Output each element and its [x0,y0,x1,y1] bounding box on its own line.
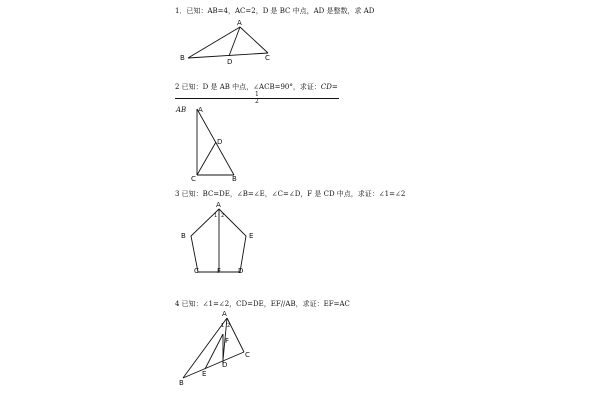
fraction-denominator: 2 [254,98,259,105]
label-f: F [225,337,230,345]
problem-1-text: 1．已知：AB=4，AC=2，D 是 BC 中点，AD 是整数，求 AD [175,7,375,15]
angle-1: 1 [221,323,225,329]
label-a: A [237,19,242,27]
label-b: B [180,54,185,62]
label-b: B [232,175,237,183]
label-c: C [245,351,250,359]
label-c: C [191,175,196,183]
label-b: B [179,379,184,387]
fraction-numerator: 1 [175,92,339,99]
problem-2-ab: AB [176,106,187,114]
label-f: F [217,267,222,275]
angle-2: 2 [221,213,225,219]
segment-ef [205,334,223,369]
problem-4-text: 4 已知：∠1=∠2，CD=DE，EF//AB，求证：EF=AC [175,300,350,308]
label-d: D [238,267,244,275]
label-b: B [181,232,186,240]
problem-2-cd: CD [320,83,332,91]
problem-3-text: 3 已知：BC=DE，∠B=∠E，∠C=∠D，F 是 CD 中点，求证：∠1=∠2 [175,190,406,198]
label-a: A [216,201,221,209]
label-c: C [194,267,199,275]
label-e: E [202,370,207,378]
label-d: D [227,58,233,66]
label-e: E [249,232,254,240]
label-a: A [222,310,227,318]
problem-2-text: 2 已知：D 是 AB 中点，∠ACB=90°，求证： [175,83,321,91]
label-d: D [217,138,223,146]
label-c: C [265,54,270,62]
angle-2: 2 [227,323,231,329]
angle-1: 1 [214,213,218,219]
problem-2-eq: = [331,83,338,91]
label-d: D [222,361,228,369]
label-a: A [198,106,203,114]
